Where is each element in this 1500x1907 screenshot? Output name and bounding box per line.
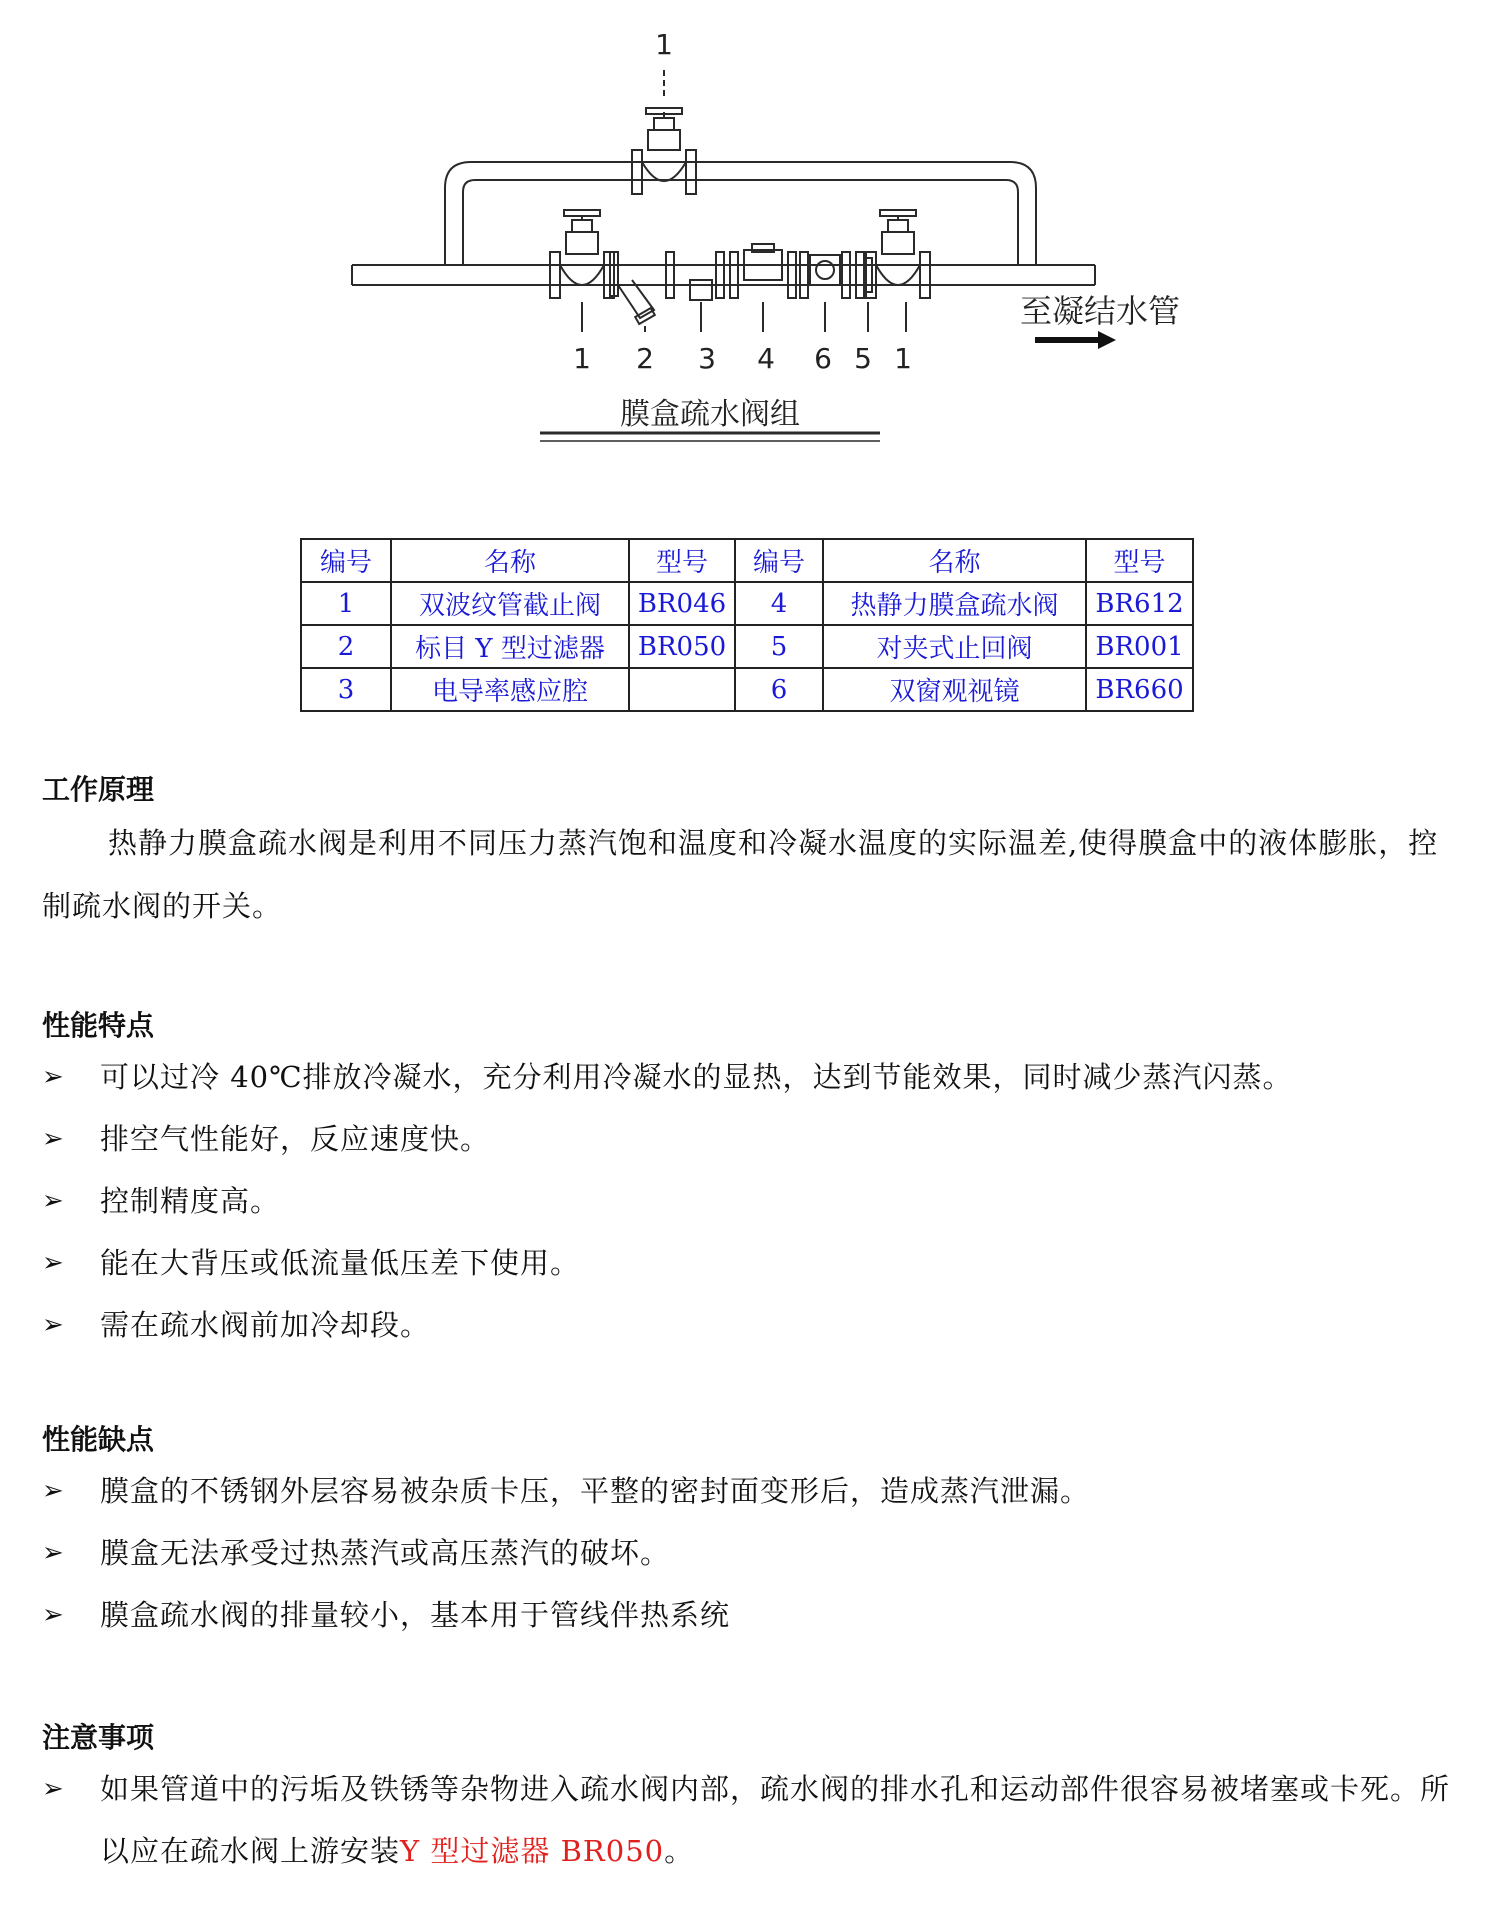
notes-heading: 注意事项 xyxy=(42,1721,155,1754)
list-item xyxy=(42,1232,1472,1294)
list-item-text: 膜盒无法承受过热蒸汽或高压蒸汽的破坏。 xyxy=(100,1536,671,1570)
principle-heading: 工作原理 xyxy=(42,773,155,806)
table-row xyxy=(301,625,1193,668)
parts-table xyxy=(300,538,1194,712)
list-item-text: 需在疏水阀前加冷却段。 xyxy=(100,1308,431,1342)
table-row xyxy=(301,582,1193,625)
column-header: 名称 xyxy=(391,539,629,582)
callout-label: 2 xyxy=(636,342,654,375)
callout-label: 1 xyxy=(573,342,591,375)
table-cell: 3 xyxy=(301,668,391,711)
valve-assembly-diagram xyxy=(0,0,1500,460)
features-list xyxy=(42,1046,1472,1356)
column-header: 编号 xyxy=(301,539,391,582)
notes-list xyxy=(42,1758,1472,1882)
table-cell: 6 xyxy=(735,668,823,711)
table-cell: 对夹式止回阀 xyxy=(823,625,1086,668)
list-item xyxy=(42,1046,1472,1108)
table-cell: 4 xyxy=(735,582,823,625)
list-item xyxy=(42,1460,1472,1522)
table-cell: 双波纹管截止阀 xyxy=(391,582,629,625)
arrow-bullet-icon: ➢ xyxy=(42,1186,65,1216)
callout-label: 3 xyxy=(698,342,716,375)
arrow-bullet-icon: ➢ xyxy=(42,1600,65,1630)
table-cell: BR050 xyxy=(629,625,735,668)
list-item-text: 控制精度高。 xyxy=(100,1184,281,1218)
callout-label: 4 xyxy=(757,342,775,375)
list-item xyxy=(42,1294,1472,1356)
top-callout: 1 xyxy=(655,28,673,61)
drawbacks-list xyxy=(42,1460,1472,1646)
table-cell: 双窗观视镜 xyxy=(823,668,1086,711)
list-item xyxy=(42,1522,1472,1584)
arrow-bullet-icon: ➢ xyxy=(42,1310,65,1340)
column-header: 名称 xyxy=(823,539,1086,582)
table-cell xyxy=(629,668,735,711)
table-header-row xyxy=(301,539,1193,582)
callout-label: 5 xyxy=(854,342,872,375)
column-header: 型号 xyxy=(629,539,735,582)
table-cell: BR660 xyxy=(1086,668,1193,711)
list-item-text: 能在大背压或低流量低压差下使用。 xyxy=(100,1246,581,1280)
table-cell: 标目 Y 型过滤器 xyxy=(391,625,629,668)
column-header: 型号 xyxy=(1086,539,1193,582)
callout-label: 1 xyxy=(894,342,912,375)
list-item-text: 排空气性能好，反应速度快。 xyxy=(100,1122,491,1156)
table-cell: 2 xyxy=(301,625,391,668)
list-item-text: 膜盒的不锈钢外层容易被杂质卡压，平整的密封面变形后，造成蒸汽泄漏。 xyxy=(100,1474,1091,1508)
arrow-bullet-icon: ➢ xyxy=(42,1124,65,1154)
callout-label: 6 xyxy=(814,342,832,375)
diagram-title: 膜盒疏水阀组 xyxy=(620,397,800,432)
drawbacks-heading: 性能缺点 xyxy=(42,1423,155,1456)
arrow-bullet-icon: ➢ xyxy=(42,1062,65,1092)
list-item-text: 如果管道中的污垢及铁锈等杂物进入疏水阀内部，疏水阀的排水孔和运动部件很容易被堵塞或卡死。所以应在疏水阀上游安装 xyxy=(100,1772,1451,1868)
table-cell: BR046 xyxy=(629,582,735,625)
table-cell: 1 xyxy=(301,582,391,625)
table-row xyxy=(301,668,1193,711)
strainer-highlight: Y 型过滤器 BR050 xyxy=(400,1834,665,1868)
table-cell: BR001 xyxy=(1086,625,1193,668)
principle-paragraph: 热静力膜盒疏水阀是利用不同压力蒸汽饱和温度和冷凝水温度的实际温差,使得膜盒中的液体膨胀，控制疏水阀的开关。 xyxy=(42,826,1439,923)
outlet-label: 至凝结水管 xyxy=(1020,292,1181,330)
list-item-end: 。 xyxy=(664,1834,695,1868)
list-item xyxy=(42,1108,1472,1170)
list-item xyxy=(42,1584,1472,1646)
table-cell: BR612 xyxy=(1086,582,1193,625)
column-header: 编号 xyxy=(735,539,823,582)
list-item-text: 可以过冷 40℃排放冷凝水，充分利用冷凝水的显热，达到节能效果，同时减少蒸汽闪蒸。 xyxy=(100,1060,1293,1094)
table-cell: 电导率感应腔 xyxy=(391,668,629,711)
list-item xyxy=(42,1758,1472,1882)
list-item xyxy=(42,1170,1472,1232)
arrow-bullet-icon: ➢ xyxy=(42,1476,65,1506)
list-item-text: 膜盒疏水阀的排量较小，基本用于管线伴热系统 xyxy=(100,1598,731,1632)
features-heading: 性能特点 xyxy=(42,1009,155,1042)
arrow-bullet-icon: ➢ xyxy=(42,1248,65,1278)
arrow-bullet-icon: ➢ xyxy=(42,1538,65,1568)
arrow-bullet-icon: ➢ xyxy=(42,1774,65,1804)
table-cell: 5 xyxy=(735,625,823,668)
table-cell: 热静力膜盒疏水阀 xyxy=(823,582,1086,625)
